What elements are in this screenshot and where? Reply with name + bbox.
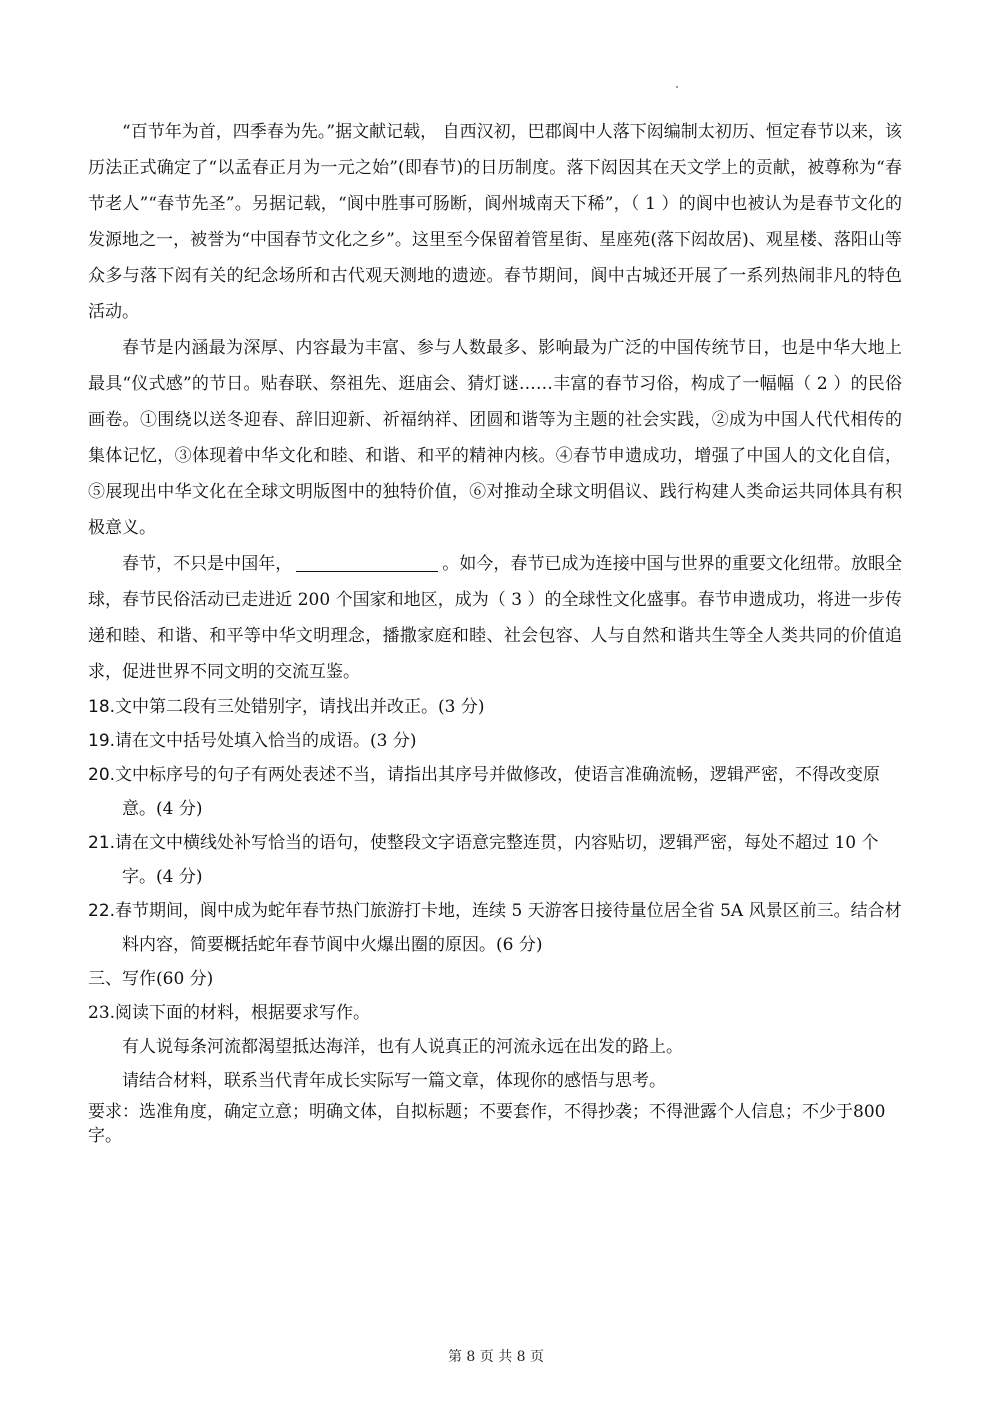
- question-text: 阅读下面的材料，根据要求写作。: [115, 1003, 371, 1023]
- page-footer: 第 8 页 共 8 页: [447, 1349, 545, 1365]
- passage-paragraph-1: “百节年为首，四季春为先。”据文献记载， 自西汉初，巴郡阆中人落下闳编制太初历、恒定春节以来，该历法正式确定了“以孟春正月为一元之始”(即春节)的日历制度。落下闳因其在天文学上的贡献，被尊称为“春节老人”“春节先圣”。另据记载，“阆中胜事可肠断，阆州城南天下稀”，（ 1 ）的阆中也被认为是春节文化的发源地之一，被誉为“中国春节文化之乡”。这里至今保留着管星街、星座苑(落下闳故居)、观星楼、落阳山等众多与落下闳有关的纪念场所和古代观天测地的遗迹。春节期间，阆中古城还开展了一系列热闹非凡的特色活动。: [88, 122, 902, 322]
- writing-section-title: 三、写作(60 分): [88, 969, 214, 989]
- exam-page: [88, 114, 902, 1148]
- question-list: [88, 690, 902, 962]
- paragraph-3-start: 春节，不只是中国年，: [122, 554, 293, 574]
- question-text: 文中第二段有三处错别字，请找出并改正。(3 分): [115, 697, 485, 717]
- scan-speck: [676, 86, 678, 88]
- question-number: 23.: [88, 1003, 116, 1023]
- question-number: 19.: [88, 731, 116, 751]
- question-number: 18.: [88, 697, 116, 717]
- paragraph-3-rest: 。如今，春节已成为连接中国与世界的重要文化纽带。放眼全球，春节民俗活动已走进近 200 个国家和地区，成为（ 3 ）的全球性文化盛事。春节申遗成功，将进一步传递和睦、和谐、和平等中华文明理念，播撒家庭和睦、社会包容、人与自然和谐共生等全人类共同的价值追求，促进世界不同文明的交流互鉴。: [88, 554, 903, 682]
- writing-material: 有人说每条河流都渴望抵达海洋，也有人说真正的河流永远在出发的路上。: [122, 1037, 683, 1057]
- question-text: 春节期间，阆中成为蛇年春节热门旅游打卡地，连续 5 天游客日接待量位居全省 5A 风景区前三。结合材料内容，简要概括蛇年春节阆中火爆出圈的原因。(6 分): [115, 901, 902, 955]
- question-number: 22.: [88, 901, 116, 921]
- writing-instruction: 请结合材料，联系当代青年成长实际写一篇文章，体现你的感悟与思考。: [122, 1071, 666, 1091]
- question-23: [88, 996, 902, 1030]
- question-text: 请在文中横线处补写恰当的语句，使整段文字语意完整连贯，内容贴切，逻辑严密，每处不超过 10 个字。(4 分): [115, 833, 879, 887]
- passage-paragraph-2: 春节是内涵最为深厚、内容最为丰富、参与人数最多、影响最为广泛的中国传统节日，也是中华大地上最具“仪式感”的节日。贴春联、祭祖先、逛庙会、猜灯谜……丰富的春节习俗，构成了一幅幅（ 2 ）的民俗画卷。①围绕以送冬迎春、辞旧迎新、祈福纳祥、团圆和谐等为主题的社会实践，②成为中国人代代相传的集体记忆，③体现着中华文化和睦、和谐、和平的精神内核。④春节申遗成功，增强了中国人的文化自信，⑤展现出中华文化在全球文明版图中的独特价值，⑥对推动全球文明倡议、践行构建人类命运共同体具有积极意义。: [88, 338, 902, 538]
- writing-requirements: 要求：选准角度，确定立意；明确文体，自拟标题；不要套作，不得抄袭；不得泄露个人信息；不少于800 字。: [88, 1102, 886, 1146]
- question-20: [88, 758, 902, 826]
- question-19: [88, 724, 902, 758]
- question-number: 20.: [88, 765, 116, 785]
- question-18: [88, 690, 902, 724]
- question-21: [88, 826, 902, 894]
- question-text: 请在文中括号处填入恰当的成语。(3 分): [115, 731, 417, 751]
- question-text: 文中标序号的句子有两处表述不当，请指出其序号并做修改，使语言准确流畅，逻辑严密，不得改变原意。(4 分): [115, 765, 881, 819]
- question-22: [88, 894, 902, 962]
- question-number: 21.: [88, 833, 116, 853]
- fill-in-blank-line: [296, 553, 438, 572]
- passage-paragraph-3: [88, 546, 902, 690]
